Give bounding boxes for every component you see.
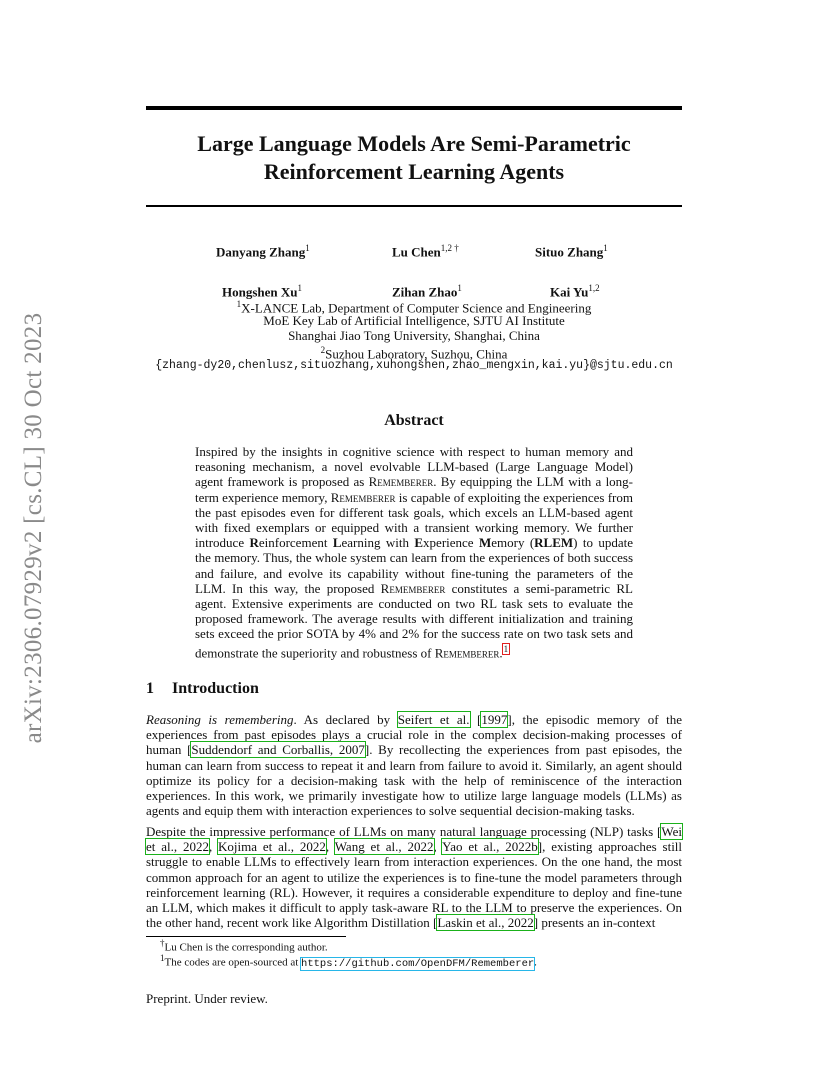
code-repo-link[interactable]: https://github.com/OpenDFM/Rememberer — [301, 957, 535, 970]
citation-link[interactable]: Wei et al., 2022 — [146, 824, 682, 855]
title-line-2: Reinforcement Learning Agents — [263, 159, 565, 184]
paper-title — [146, 130, 682, 186]
abstract-body: Inspired by the insights in cognitive science with respect to human memory and reasoning mechanism, a novel evolvable LLM-based (Large Language Model) agent framework is proposed as Rememberer. By equipping the LLM with a long-term experience memory, Rememberer is capable of exploiting the experiences from the past episodes even for different task goals, which excels an LLM-based agent with fixed exemplars or equipped with a transient working memory. We further introduce Reinforcement Learning with Experience Memory (RLEM) to update the memory. Thus, the whole system can learn from the experiences of both success and failure, and evolve its capability without fine-tuning the parameters of the LLM. In this way, the proposed Rememberer constitutes a semi-parametric RL agent. Extensive experiments are conducted on two RL task sets to evaluate the proposed framework. The average results with different initialization and training sets exceed the prior SOTA by 4% and 2% for the success rate on two task sets and demonstrate the superiority and robustness of Rememberer.$^1$ — [195, 444, 634, 660]
author-lu-chen: Lu Chen$^{1,2 \dagger}$ — [392, 243, 459, 260]
affiliation-3: Shanghai Jiao Tong University, Shanghai, China — [288, 328, 540, 343]
author-danyang-zhang: Danyang Zhang$^1$ — [216, 243, 310, 260]
citation-link[interactable]: Suddendorf and Corballis, 2007 — [191, 742, 365, 758]
citation-link[interactable]: Laskin et al., 2022 — [437, 915, 534, 931]
citation-link[interactable]: Wang et al., 2022 — [334, 839, 434, 855]
affiliation-1: $^1$X-LANCE Lab, Department of Computer Science and Engineering — [236, 299, 592, 316]
citation-link[interactable]: Seifert et al. — [397, 712, 470, 727]
citation-link[interactable]: 1997 — [481, 712, 508, 727]
title-line-1: Large Language Models Are Semi-Parametric — [197, 131, 631, 156]
title-top-rule — [146, 106, 682, 110]
arxiv-id: arXiv:2306.07929v2 [cs.CL] 30 Oct 2023 — [20, 312, 47, 743]
footnote-corresponding: †Lu Chen is the corresponding author. — [160, 938, 328, 954]
citation-link[interactable]: Yao et al., 2022b — [442, 839, 538, 855]
author-zihan-zhao: Zihan Zhao$^1$ — [392, 283, 462, 300]
intro-paragraph-1: Reasoning is remembering. As declared by Seifert et al. [1997], the episodic memory of the experiences from past episodes plays a crucial role in the complex decision-making processes of human [Suddendorf and Corballis, 2007]. By recollecting the experiences from past episodes, the human can learn from success to repeat it and learn from failure to avoid it. Similarly, an agent should optimize its policy for a decision-making task with the help of reminiscence of the interaction experiences. In this work, we primarily investigate how to utilize large language models (LLMs) as agents and equip them with interaction experiences to solve sequential decision-making tasks. — [146, 712, 682, 819]
arxiv-stamp — [14, 290, 54, 765]
footnote-link[interactable]: 1 — [503, 643, 509, 654]
section-number: 1 — [146, 680, 154, 697]
footnote-code: $^1$The codes are open-sourced at https://github.com/OpenDFM/Rememberer. — [160, 953, 537, 970]
section-heading — [146, 680, 259, 698]
title-bottom-rule — [146, 205, 682, 207]
author-emails: {zhang-dy20,chenlusz,situozhang,xuhongshen,zhao_mengxin,kai.yu}@sjtu.edu.cn — [155, 359, 673, 372]
preprint-note: Preprint. Under review. — [146, 991, 268, 1006]
citation-link[interactable]: Kojima et al., 2022 — [218, 839, 326, 855]
intro-paragraph-2: Despite the impressive performance of LLMs on many natural language processing (NLP) tasks [Wei et al., 2022, Kojima et al., 2022, Wang et al., 2022, Yao et al., 2022b], existing approaches still struggle to enable LLMs to effectively learn from interaction experiences. On the one hand, the most common approach for an agent to utilize the experiences is to fine-tune the model parameters through reinforcement learning (RL). However, it requires a considerable expenditure to deploy and fine-tune an LLM, which makes it difficult to apply task-aware RL to the LLM to preserve the experiences. On the other hand, recent work like Algorithm Distillation [Laskin et al., 2022] presents an in-context — [146, 824, 683, 931]
author-hongshen-xu: Hongshen Xu$^1$ — [222, 283, 302, 300]
author-situo-zhang: Situo Zhang$^1$ — [535, 243, 608, 260]
abstract-heading: Abstract — [384, 412, 444, 429]
affiliation-4: $^2$Suzhou Laboratory, Suzhou, China — [320, 345, 508, 362]
section-title: Introduction — [172, 680, 259, 697]
affiliation-2: MoE Key Lab of Artificial Intelligence, SJTU AI Institute — [263, 313, 565, 328]
author-kai-yu: Kai Yu$^{1,2}$ — [550, 283, 600, 300]
